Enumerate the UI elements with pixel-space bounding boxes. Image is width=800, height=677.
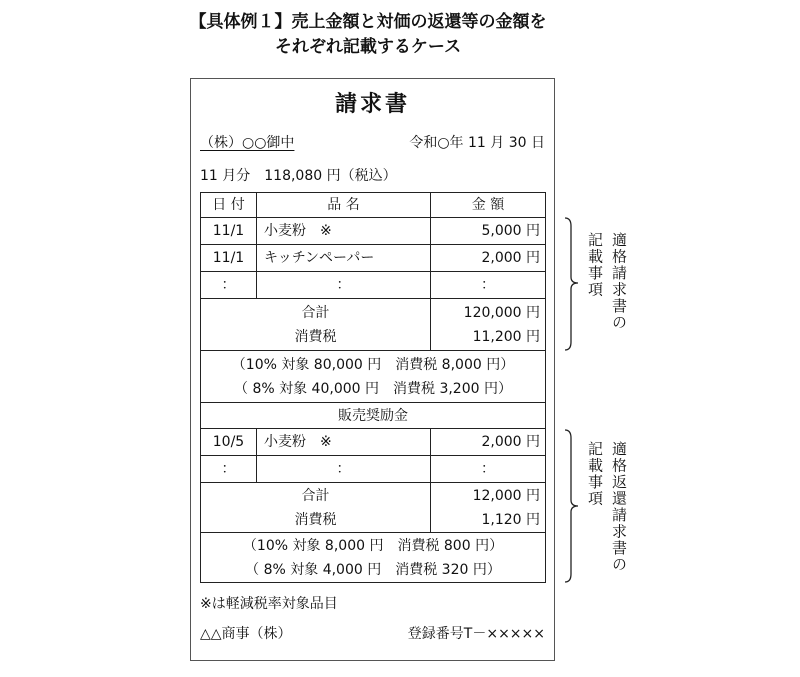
table-row [201, 429, 546, 456]
returns-total-values [431, 483, 546, 533]
row-item: ： [257, 456, 431, 483]
annotation-qualified-invoice-line1: 適格請求書の [610, 232, 628, 331]
registration-number: 登録番号T－××××× [407, 626, 545, 642]
returns-tax-label: 消費税 [294, 511, 337, 528]
row-amount: ： [431, 272, 546, 299]
invoice-title: 請求書 [334, 92, 410, 117]
returns-tax-breakdown-row [201, 533, 546, 583]
sales-breakdown-8: （ 8% 対象 40,000 円 消費税 3,200 円） [234, 380, 512, 397]
returns-total-row [201, 483, 546, 533]
row-date: 10/5 [201, 429, 257, 456]
sales-tax-breakdown [201, 351, 546, 403]
returns-total-value: 12,000 円 [472, 487, 540, 504]
returns-total-labels [201, 483, 431, 533]
row-item: 小麦粉 ※ [257, 429, 431, 456]
row-item: 小麦粉 ※ [257, 218, 431, 245]
invoice-date: 令和○年 11 月 30 日 [409, 135, 545, 151]
brace-icon-qualified-return [562, 428, 582, 584]
returns-label-row [201, 403, 546, 429]
row-amount: 5,000 円 [431, 218, 546, 245]
sales-tax-label: 消費税 [294, 328, 337, 345]
column-header-item: 品 名 [257, 193, 431, 218]
brace-icon-qualified-invoice [562, 216, 582, 352]
table-row [201, 218, 546, 245]
sales-total-labels [201, 299, 431, 351]
column-header-amount: 金 額 [431, 193, 546, 218]
returns-label: 販売奨励金 [201, 403, 546, 429]
invoice-summary: 11 月分 118,080 円（税込） [200, 168, 397, 184]
row-amount: 2,000 円 [431, 429, 546, 456]
annotation-qualified-return-line1: 適格返還請求書の [610, 441, 628, 573]
sales-tax-value: 11,200 円 [472, 328, 540, 345]
invoice-recipient: （株）○○御中 [200, 135, 295, 151]
table-header-row [201, 193, 546, 218]
sales-total-row [201, 299, 546, 351]
returns-tax-breakdown [201, 533, 546, 583]
table-row [201, 272, 546, 299]
row-date: ： [201, 272, 257, 299]
issuer-name: △△商事（株） [200, 626, 292, 642]
returns-tax-value: 1,120 円 [481, 511, 540, 528]
row-amount: ： [431, 456, 546, 483]
column-header-date: 日 付 [201, 193, 257, 218]
heading-line-1: 【具体例１】売上金額と対価の返還等の金額を [189, 12, 547, 32]
reduced-rate-footnote: ※は軽減税率対象品目 [200, 596, 338, 612]
row-date: 11/1 [201, 245, 257, 272]
sales-total-value: 120,000 円 [463, 304, 540, 321]
table-row [201, 456, 546, 483]
sales-total-label: 合計 [301, 304, 330, 321]
annotation-qualified-return-line2: 記載事項 [586, 441, 604, 507]
sales-breakdown-10: （10% 対象 80,000 円 消費税 8,000 円） [231, 356, 515, 373]
invoice-table [200, 192, 546, 583]
row-date: ： [201, 456, 257, 483]
annotation-qualified-invoice-line2: 記載事項 [586, 232, 604, 298]
heading-line-2: それぞれ記載するケース [274, 37, 462, 57]
row-item: ： [257, 272, 431, 299]
sales-tax-breakdown-row [201, 351, 546, 403]
row-amount: 2,000 円 [431, 245, 546, 272]
sales-total-values [431, 299, 546, 351]
returns-breakdown-10: （10% 対象 8,000 円 消費税 800 円） [242, 537, 504, 554]
table-row [201, 245, 546, 272]
returns-total-label: 合計 [301, 487, 330, 504]
row-date: 11/1 [201, 218, 257, 245]
returns-breakdown-8: （ 8% 対象 4,000 円 消費税 320 円） [245, 561, 501, 578]
row-item: キッチンペーパー [257, 245, 431, 272]
